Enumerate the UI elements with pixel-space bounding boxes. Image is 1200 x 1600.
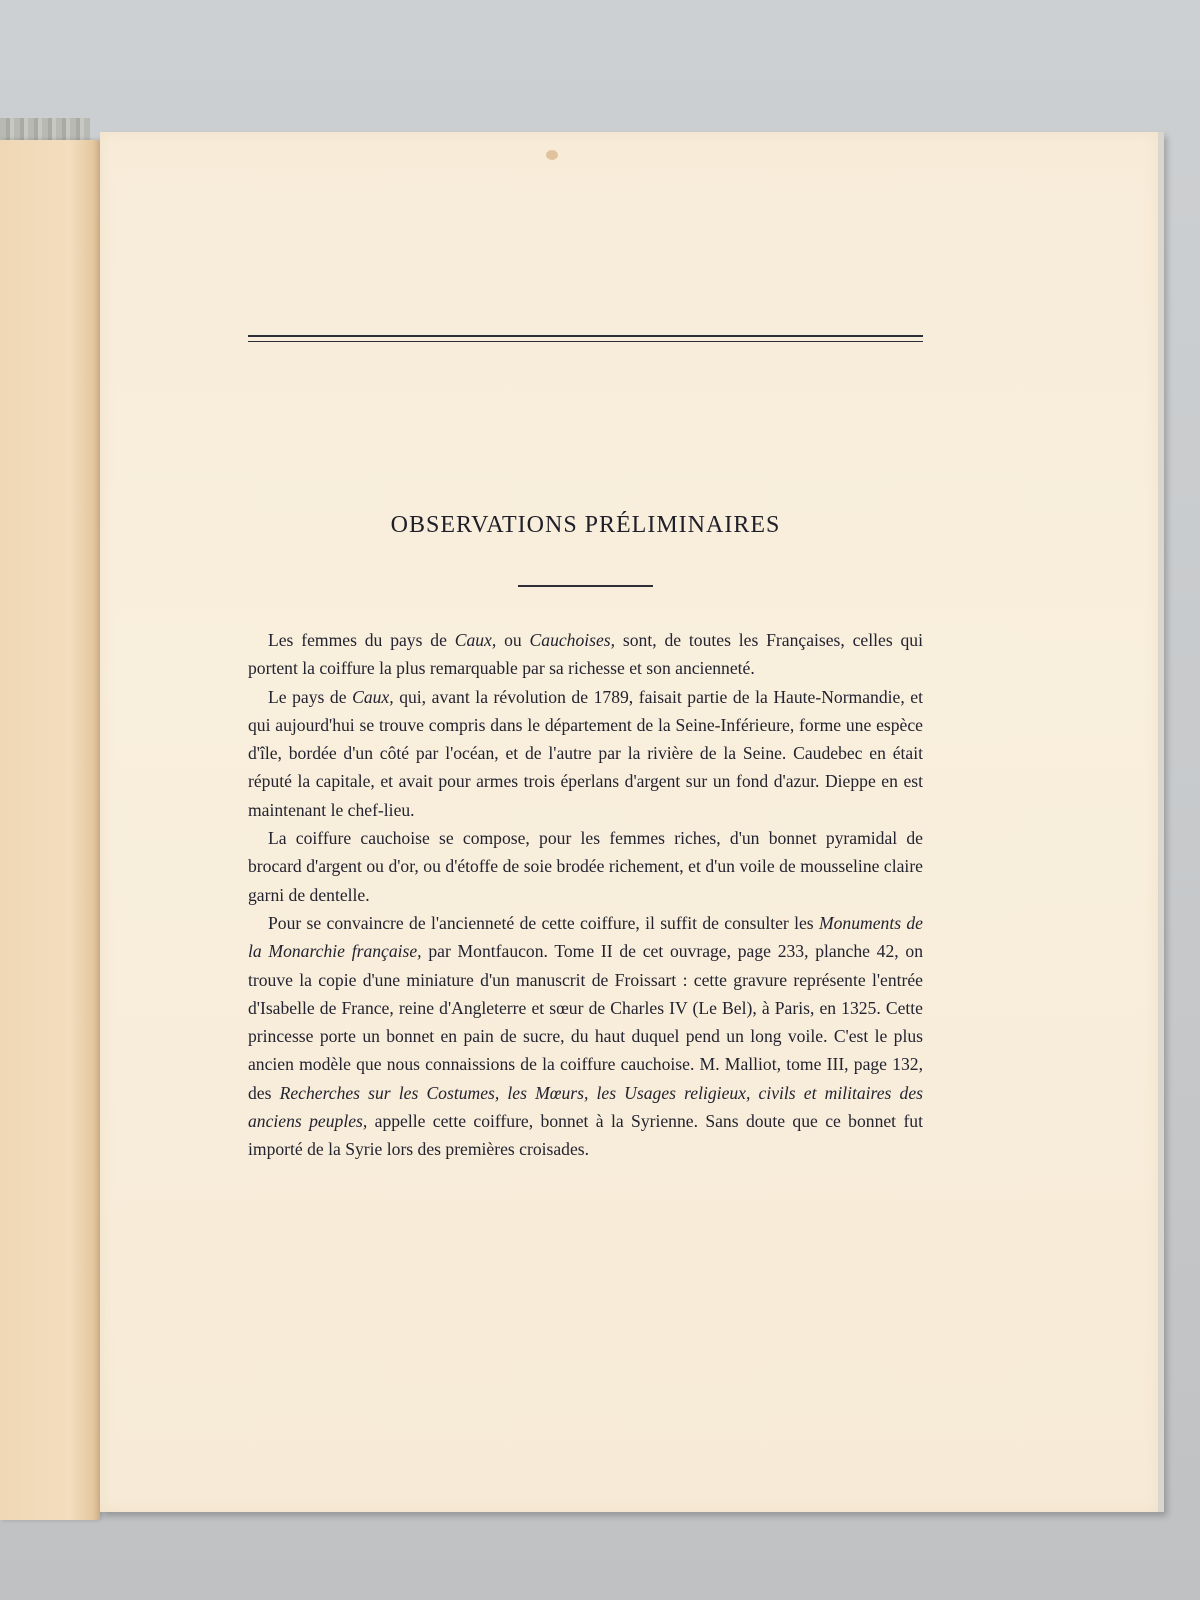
text-run: Pour se convaincre de l'ancienneté de cette coiffure, il suffit de consulter les — [268, 912, 819, 933]
paragraph-3 — [248, 824, 923, 909]
text-run: appelle cette coiffure, bonnet à la Syrienne. Sans doute que ce bonnet fut importé de la Syrie lors des premières croisades. — [248, 1111, 923, 1160]
italic-title: Monuments de la Monarchie française, — [248, 912, 923, 962]
page-title: OBSERVATIONS PRÉLIMINAIRES — [390, 512, 781, 538]
text-run: Les femmes du pays de — [268, 630, 455, 650]
left-page-edge — [0, 140, 100, 1520]
text-run: ou — [496, 630, 530, 650]
text-run: sont, de toutes les Françaises, celles qui portent la coiffure la plus remarquable par sa richesse et son ancienneté. — [248, 630, 923, 679]
paragraph-2 — [248, 683, 923, 824]
paragraph-1 — [248, 626, 923, 683]
italic-term: Caux, — [352, 686, 394, 707]
text-run: Le pays de — [268, 686, 353, 707]
text-run: par Montfaucon. Tome II de cet ouvrage, page 233, planche 42, on trouve la copie d'une miniature d'un manuscrit de Froissart : cette gravure représente l'entrée d'Isabelle de France, reine d'Angleterre et sœur de Charles IV (Le Bel), à Paris, en 1325. Cette princesse porte un bonnet en pain de sucre, du haut duquel pend un long voile. C'est le plus ancien modèle que nous connaissions de la coiffure cauchoise. M. Malliot, tome III, page 132, des — [248, 941, 923, 1103]
title-underline-rule — [518, 585, 653, 587]
header-double-rule — [248, 335, 923, 342]
paper-stain — [546, 150, 558, 160]
text-run: qui, avant la révolution de 1789, faisait partie de la Haute-Normandie, et qui aujourd'hui se trouve compris dans le département de la Seine-Inférieure, forme une espèce d'île, bordée d'un côté par l'océan, et de l'autre par la rivière de la Seine. Caudebec en était réputé la capitale, et avait pour armes trois éperlans d'argent sur un fond d'azur. Dieppe en est maintenant le chef-lieu. — [248, 686, 923, 820]
italic-title: Recherches sur les Costumes, les Mœurs, les Usages religieux, civils et militaires des anciens peuples, — [248, 1082, 923, 1132]
text-run: La coiffure cauchoise se compose, pour les femmes riches, d'un bonnet pyramidal de brocard d'argent ou d'or, ou d'étoffe de soie brodée richement, et d'un voile de mousseline claire garni de dentelle. — [248, 828, 923, 905]
italic-term: Cauchoises, — [529, 630, 616, 650]
italic-term: Caux, — [454, 630, 497, 650]
body-text — [248, 626, 923, 1164]
paragraph-4 — [248, 909, 923, 1164]
book-page — [100, 132, 1164, 1512]
